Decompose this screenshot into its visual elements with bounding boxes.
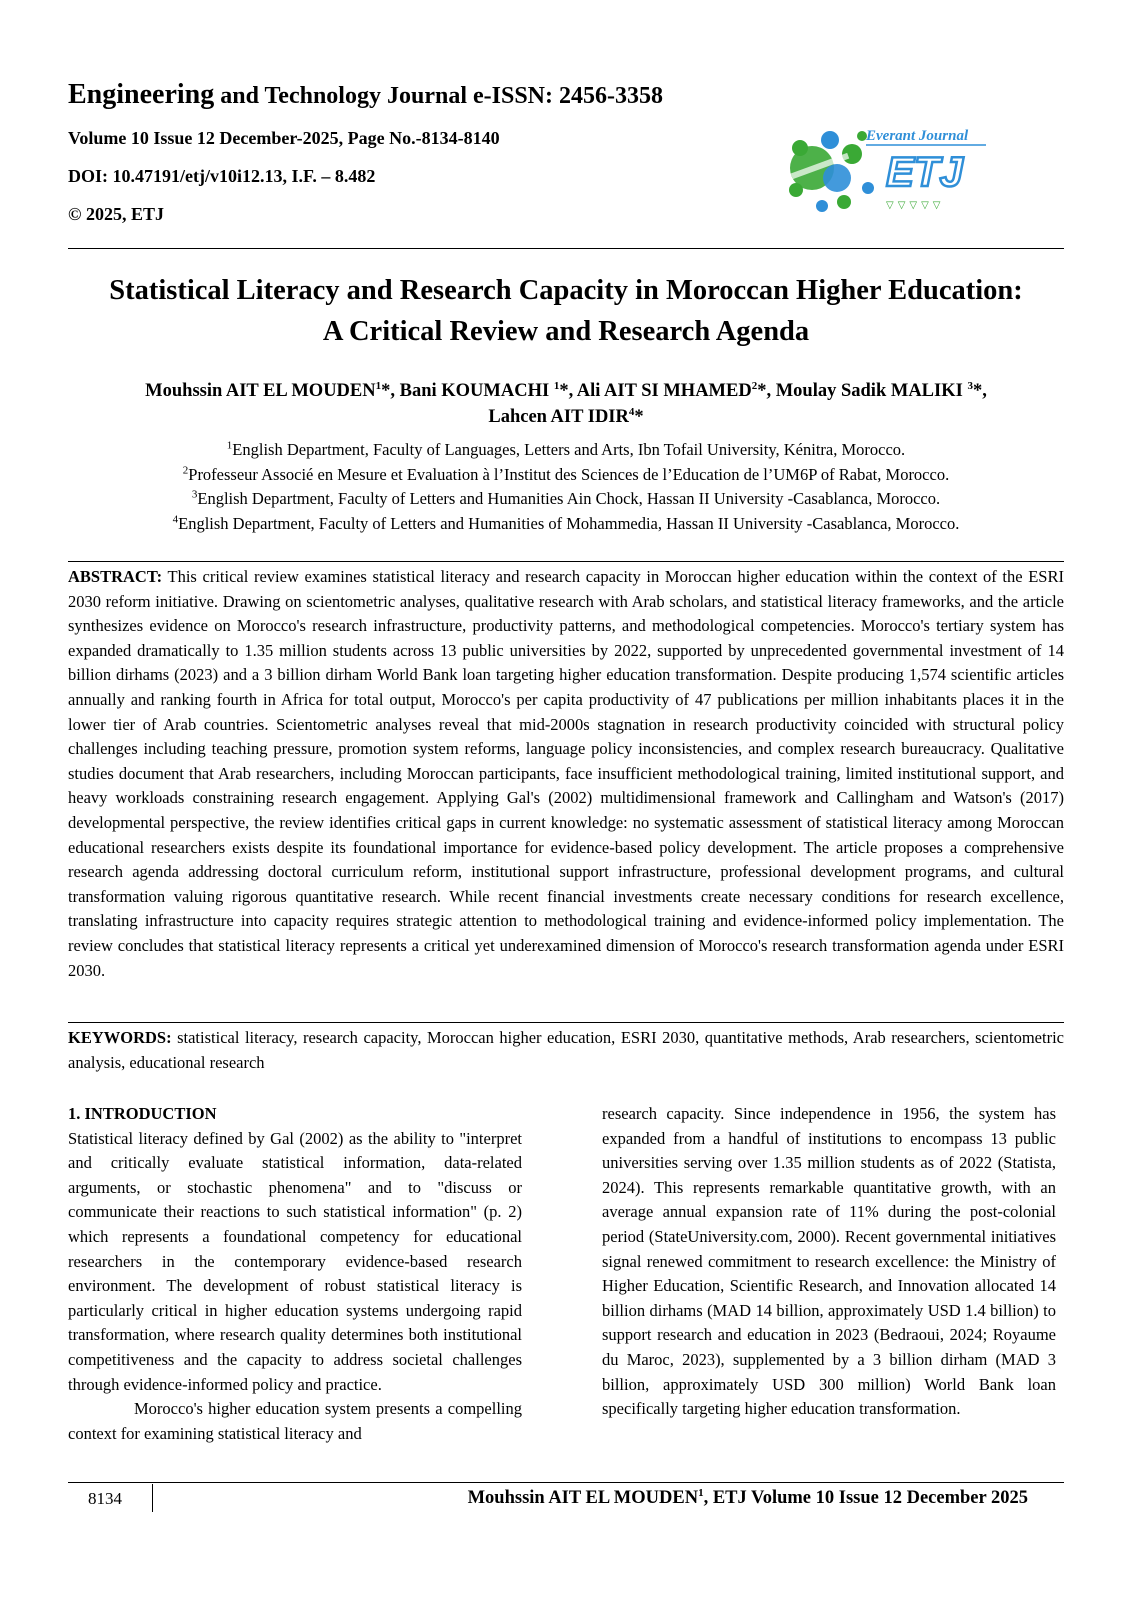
affiliation-sup: 2	[182, 464, 189, 477]
paper-title-line-2: A Critical Review and Research Agenda	[322, 316, 810, 347]
abstract-rule	[68, 561, 1064, 562]
author-name: Lahcen AIT IDIR	[488, 407, 629, 427]
author-sup: 1	[553, 379, 560, 392]
journal-header	[68, 78, 1064, 248]
author-sup: 2	[751, 379, 758, 392]
footer-rule	[68, 1482, 1064, 1483]
author-mark: *,	[972, 381, 987, 401]
etj-logo	[782, 118, 992, 220]
footer-author-sup: 1	[698, 1486, 704, 1499]
author-sup: 4	[628, 405, 635, 418]
keywords	[68, 1026, 1064, 1075]
journal-title	[68, 78, 1064, 113]
keywords-label: KEYWORDS:	[68, 1028, 172, 1047]
abstract-label: ABSTRACT:	[68, 567, 163, 586]
author-name: Ali AIT SI MHAMED	[576, 381, 752, 401]
affiliation-item	[68, 487, 1064, 512]
keywords-rule	[68, 1022, 1064, 1023]
page-number: 8134	[88, 1489, 122, 1508]
author-line-2	[68, 404, 1064, 430]
header-rule	[68, 248, 1064, 249]
journal-title-rest: and Technology Journal e-ISSN: 2456-3358	[214, 83, 663, 109]
section-heading: 1. INTRODUCTION	[68, 1104, 217, 1123]
author-name: Moulay Sadik MALIKI	[775, 381, 968, 401]
author-name: Mouhssin AIT EL MOUDEN	[145, 381, 376, 401]
author-list	[68, 378, 1064, 430]
author-sup: 3	[967, 379, 973, 392]
author-mark: *,	[757, 381, 776, 401]
affiliation-item	[68, 512, 1064, 537]
running-footer	[468, 1486, 1028, 1510]
footer-divider	[152, 1484, 153, 1512]
affiliation-sup: 1	[226, 439, 233, 452]
abstract	[68, 565, 1064, 983]
affiliation-text: English Department, Faculty of Letters and Humanities of Mohammedia, Hassan II University -Casablanca, Morocco.	[178, 514, 960, 534]
keywords-text: statistical literacy, research capacity, Moroccan higher education, ESRI 2030, quantitative methods, Arab researchers, scientometric analysis, educational research	[68, 1028, 1064, 1072]
affiliation-text: English Department, Faculty of Letters and Humanities Ain Chock, Hassan II University -Casablanca, Morocco.	[197, 489, 941, 509]
author-name: Bani KOUMACHI	[399, 381, 554, 401]
affiliation-text: Professeur Associé en Mesure et Evaluation à l’Institut des Sciences de l’Education de l’UM6P of Rabat, Morocco.	[188, 464, 950, 484]
affiliation-text: English Department, Faculty of Languages, Letters and Arts, Ibn Tofail University, Kénitra, Morocco.	[232, 440, 906, 459]
author-mark: *	[634, 407, 644, 427]
body-column-right	[602, 1102, 1056, 1422]
abstract-text: This critical review examines statistical literacy and research capacity in Moroccan higher education within the context of the ESRI 2030 reform initiative. Drawing on scientometric analyses, qualitative research with Arab scholars, and statistical literacy frameworks, and the article synthesizes evidence on Morocco's research infrastructure, productivity patterns, and methodological competencies. Morocco's tertiary system has expanded dramatically to 1.35 million students across 13 public universities by 2022, supported by unprecedented governmental investment of 14 billion dirhams (2023) and a 3 billion dirham World Bank loan targeting higher education transformation. Despite producing 1,574 scientific articles annually and ranking fourth in Africa for total output, Morocco's per capita productivity of 47 publications per million inhabitants places it in the lower tier of Arab countries. Scientometric analyses reveal that mid-2000s stagnation in research productivity coincided with structural policy challenges including teaching pressure, promotion system reforms, language policy inconsistencies, and complex research bureaucracy. Qualitative studies document that Arab researchers, including Moroccan participants, face insufficient methodological training, limited institutional support, and heavy workloads constraining research engagement. Applying Gal's (2002) multidimensional framework and Callingham and Watson's (2017) developmental perspective, the review identifies critical gaps in current knowledge: no systematic assessment of statistical literacy among Moroccan educational researchers exists despite its foundational importance for evidence-based policy development. The article proposes a comprehensive research agenda addressing doctoral curriculum reform, institutional support infrastructure, professional development programs, and cultural transformation valuing rigorous quantitative research. While recent financial investments create necessary conditions for research excellence, translating infrastructure into capacity requires strategic attention to methodological training and evidence-informed policy implementation. The review concludes that statistical literacy represents a critical yet underexamined dimension of Morocco's research transformation agenda under ESRI 2030.	[68, 567, 1064, 980]
author-mark: *,	[559, 381, 577, 401]
affiliation-list	[68, 438, 1064, 537]
footer-journal-info: , ETJ Volume 10 Issue 12 December 2025	[703, 1488, 1028, 1508]
paper-title-line-1: Statistical Literacy and Research Capacity in Moroccan Higher Education:	[109, 275, 1023, 306]
svg-text:▽▽▽▽▽: ▽▽▽▽▽	[886, 200, 945, 211]
author-mark: *,	[381, 381, 400, 401]
doi-line: DOI: 10.47191/etj/v10i12.13, I.F. – 8.482	[68, 166, 376, 186]
footer-author: Mouhssin AIT EL MOUDEN	[467, 1488, 699, 1508]
body-paragraph: Morocco's higher education system presents a compelling context for examining statistical literacy and	[68, 1399, 522, 1443]
journal-title-first-word: Engineering	[68, 79, 215, 110]
author-sup: 1	[375, 379, 382, 392]
affiliation-sup: 4	[172, 513, 179, 526]
copyright-line: © 2025, ETJ	[68, 204, 164, 224]
author-line-1	[68, 378, 1064, 404]
volume-line: Volume 10 Issue 12 December-2025, Page No.-8134-8140	[68, 128, 500, 148]
body-paragraph: Statistical literacy defined by Gal (2002) as the ability to "interpret and critically evaluate statistical information, data-related arguments, or stochastic phenomena" and to "discuss or communicate their reactions to such statistical information" (p. 2) which represents a foundational competency for educational researchers in the contemporary evidence-based research environment. The development of robust statistical literacy is particularly critical in higher education systems undergoing rapid transformation, where research quality determines both institutional competitiveness and the capacity to address societal challenges through evidence-informed policy and practice.	[68, 1128, 522, 1394]
body-paragraph: research capacity. Since independence in 1956, the system has expanded from a handful of institutions to encompass 13 public universities serving over 1.35 million students as of 2022 (Statista, 2024). This represents remarkable quantitative growth, with an average annual expansion rate of 11% during the post-colonial period (StateUniversity.com, 2000). Recent governmental initiatives signal renewed commitment to research excellence: the Ministry of Higher Education, Scientific Research, and Innovation allocated 14 billion dirhams (MAD 14 billion, approximately USD 1.4 billion) to support research and education in 2023 (Bedraoui, 2024; Royaume du Maroc, 2023), supplemented by a 3 billion dirham (MAD 3 billion, approximately USD 300 million) World Bank loan specifically targeting higher education transformation.	[602, 1104, 1056, 1419]
logo-splash-shapes	[789, 131, 874, 212]
affiliation-sup: 3	[191, 488, 198, 501]
paper-title	[68, 270, 1064, 352]
logo-main-text: ETJ	[886, 148, 964, 195]
affiliation-item	[68, 438, 1064, 463]
affiliation-item	[68, 463, 1064, 488]
body-column-left	[68, 1102, 522, 1446]
logo-top-text: Everant Journal	[866, 128, 969, 144]
